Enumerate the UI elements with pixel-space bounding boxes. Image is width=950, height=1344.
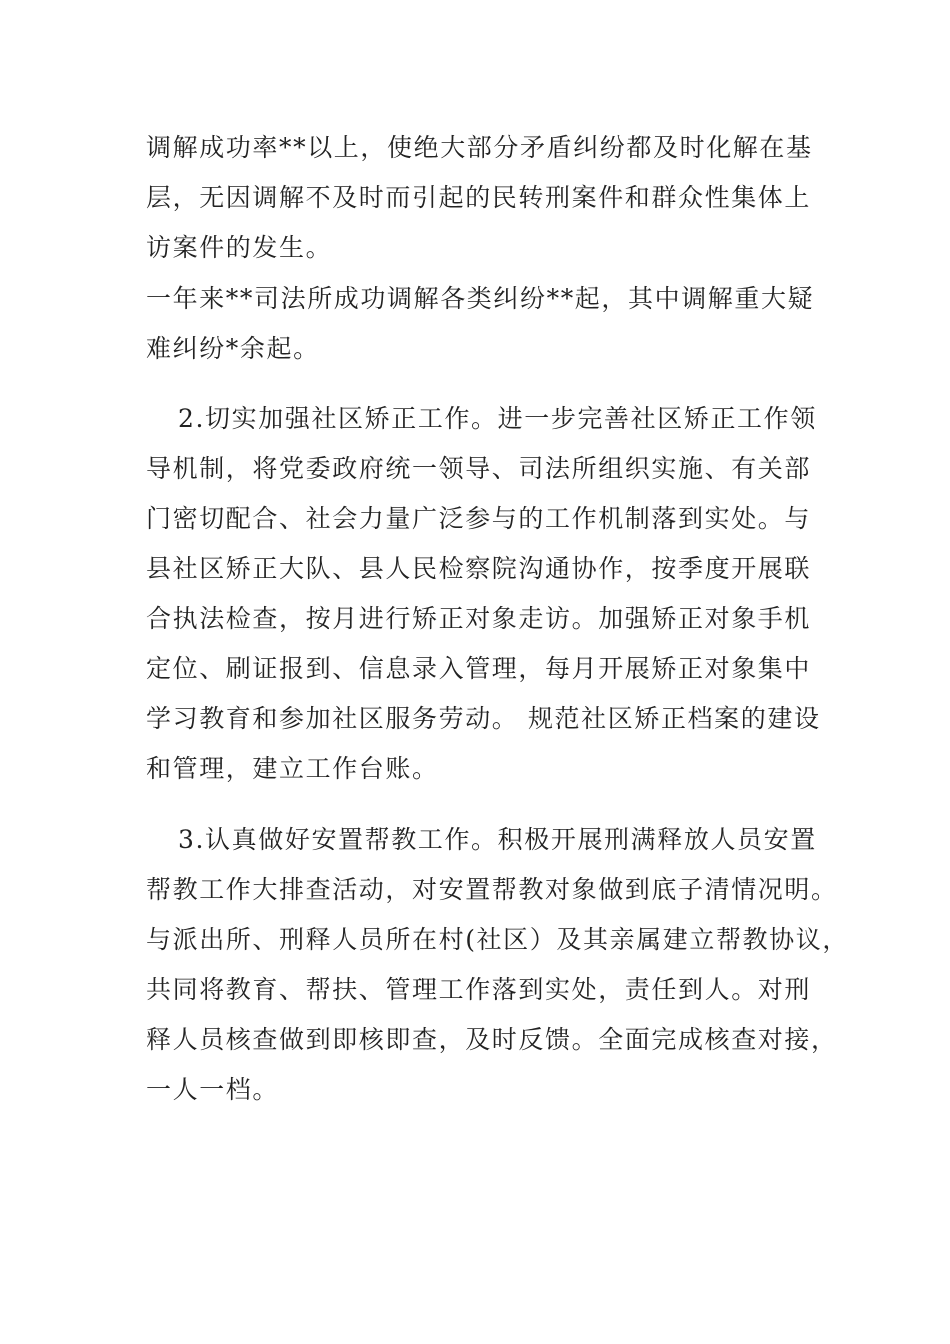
text-line: 一年来**司法所成功调解各类纠纷**起，其中调解重大疑 bbox=[146, 284, 815, 313]
text-line: 导机制，将党委政府统一领导、司法所组织实施、有关部 bbox=[146, 454, 812, 483]
text-line: 和管理，建立工作台账。 bbox=[146, 754, 439, 783]
text-line: 合执法检查，按月进行矫正对象走访。加强矫正对象手机 bbox=[146, 604, 812, 633]
text-line: 帮教工作大排查活动，对安置帮教对象做到底子清情况明。 bbox=[146, 875, 838, 904]
section-heading-line: 2.切实加强社区矫正工作。进一步完善社区矫正工作领 bbox=[178, 404, 817, 433]
text-line: 层，无因调解不及时而引起的民转刑案件和群众性集体上 bbox=[146, 183, 812, 212]
text-line: 释人员核查做到即核即查，及时反馈。全面完成核查对接， bbox=[146, 1025, 838, 1054]
text-line: 学习教育和参加社区服务劳动。 规范社区矫正档案的建设 bbox=[146, 704, 821, 733]
text-line: 一人一档。 bbox=[146, 1075, 280, 1104]
text-line: 门密切配合、社会力量广泛参与的工作机制落到实处。与 bbox=[146, 504, 812, 533]
text-line: 共同将教育、帮扶、管理工作落到实处，责任到人。对刑 bbox=[146, 975, 812, 1004]
text-line: 难纠纷*余起。 bbox=[146, 334, 320, 363]
text-line: 访案件的发生。 bbox=[146, 233, 333, 262]
text-line: 县社区矫正大队、县人民检察院沟通协作，按季度开展联 bbox=[146, 554, 812, 583]
text-line: 与派出所、刑释人员所在村(社区）及其亲属建立帮教协议， bbox=[146, 925, 849, 954]
text-line: 定位、刷证报到、信息录入管理，每月开展矫正对象集中 bbox=[146, 654, 812, 683]
section-heading-line: 3.认真做好安置帮教工作。积极开展刑满释放人员安置 bbox=[178, 825, 817, 854]
text-line: 调解成功率**以上，使绝大部分矛盾纠纷都及时化解在基 bbox=[146, 133, 813, 162]
